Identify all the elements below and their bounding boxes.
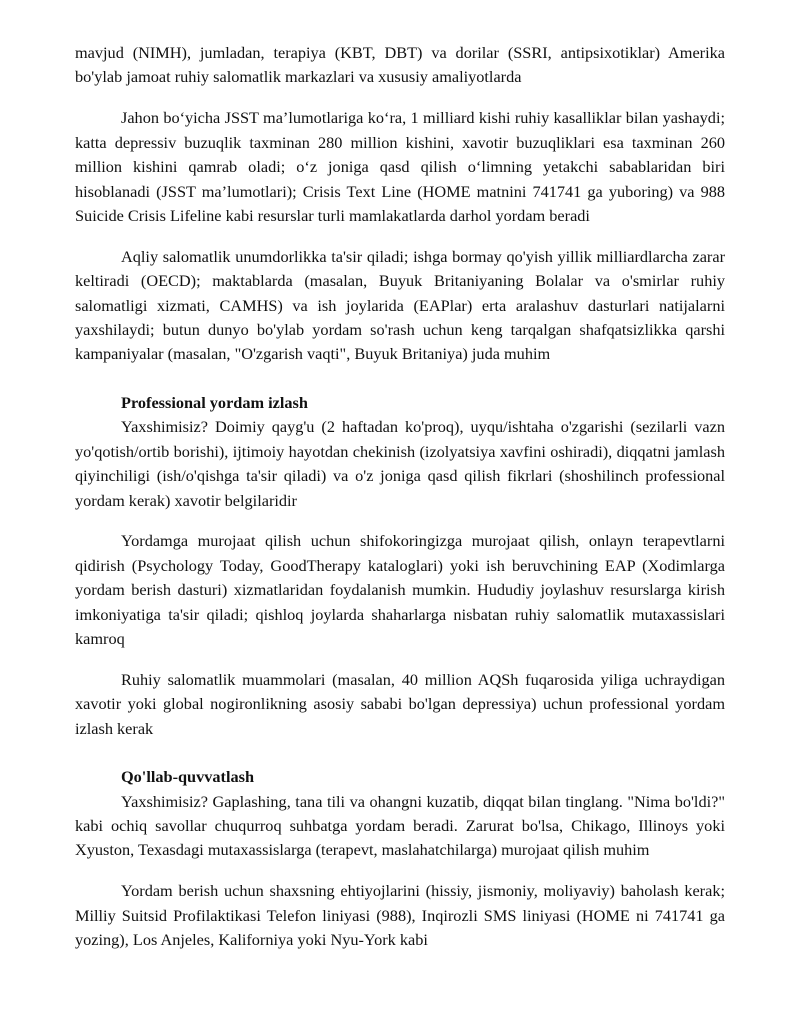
paragraph-warning-signs: Yaxshimisiz? Doimiy qayg'u (2 haftadan ko'proq), uyqu/ishtaha o'zgarishi (sezilarli vazn yo'qotish/ortib borishi), ijtimoiy hayotdan chekinish (izolyatsiya xavfini oshiradi), diqqatni jamlash qiyinchiligi (ish/o'qishga ta'sir qiladi) va o'z joniga qasd qilish fikrlari (shoshilinch professional yordam kerak) xavotir belgilaridir <box>75 417 725 510</box>
paragraph-who-statistics: Jahon bo‘yicha JSST ma’lumotlariga ko‘ra, 1 milliard kishi ruhiy kasalliklar bilan yashaydi; katta depressiv buzuqlik taxminan 280 million kishini, xavotir buzuqliklari esa taxminan 260 million kishini qamrab oladi; o‘z joniga qasd qilish o‘limning yetakchi sabablaridan biri hisoblanadi (JSST ma’lumotlari); Crisis Text Line (HOME matnini 741741 ga yuboring) va 988 Suicide Crisis Lifeline kabi resurslar turli mamlakatlarda darhol yordam beradi <box>75 108 725 225</box>
document-page <box>75 41 725 953</box>
section-heading-professional-help: Professional yordam izlash <box>121 392 308 412</box>
paragraph-productivity: Aqliy salomatlik unumdorlikka ta'sir qiladi; ishga bormay qo'yish yillik milliardlarcha zarar keltiradi (OECD); maktablarda (masalan, Buyuk Britaniyaning Bolalar va o'smirlar ruhiy salomatligi xizmati, CAMHS) va ish joylarida (EAPlar) erta aralashuv dasturlari natijalarni yaxshilaydi; butun dunyo bo'ylab yordam so'rash uchun keng tarqalgan shafqatsizlikka qarshi kampaniyalar (masalan, "O'zgarish vaqti", Buyuk Britaniya) juda muhim <box>75 246 725 364</box>
paragraph-listening: Yaxshimisiz? Gaplashing, tana tili va ohangni kuzatib, diqqat bilan tinglang. "Nima bo'ldi?" kabi ochiq savollar chuqurroq suhbatga yordam beradi. Zarurat bo'lsa, Chikago, Illinoys yoki Xyuston, Texasdagi mutaxassislarga (terapevt, maslahatchilarga) murojaat qilish muhim <box>75 791 725 860</box>
paragraph-professional-need: Ruhiy salomatlik muammolari (masalan, 40 million AQSh fuqarosida yiliga uchraydigan xavotir yoki global nogironlikning asosiy sababi bo'lgan depressiya) uchun professional yordam izlash kerak <box>75 669 725 738</box>
section-heading-support: Qo'llab-quvvatlash <box>121 767 255 787</box>
paragraph-assess-needs: Yordam berish uchun shaxsning ehtiyojlarini (hissiy, jismoniy, moliyaviy) baholash kerak; Milliy Suitsid Profilaktikasi Telefon liniyasi (988), Inqirozli SMS liniyasi (HOME ni 741741 ga yozing), Los Anjeles, Kaliforniya yoki Nyu-York kabi <box>75 881 725 950</box>
paragraph-continued: mavjud (NIMH), jumladan, terapiya (KBT, DBT) va dorilar (SSRI, antipsixotiklar) Amerika bo'ylab jamoat ruhiy salomatlik markazlari va xususiy amaliyotlarda <box>75 43 725 87</box>
paragraph-seeking-help: Yordamga murojaat qilish uchun shifokoringizga murojaat qilish, onlayn terapevtlarni qidirish (Psychology Today, GoodTherapy kataloglari) yoki ish beruvchining EAP (Xodimlarga yordam berish dasturi) xizmatlaridan foydalanish mumkin. Hududiy joylashuv resurslarga kirish imkoniyatiga ta'sir qiladi; qishloq joylarda shaharlarga nisbatan ruhiy salomatlik mutaxassislari kamroq <box>75 531 725 649</box>
